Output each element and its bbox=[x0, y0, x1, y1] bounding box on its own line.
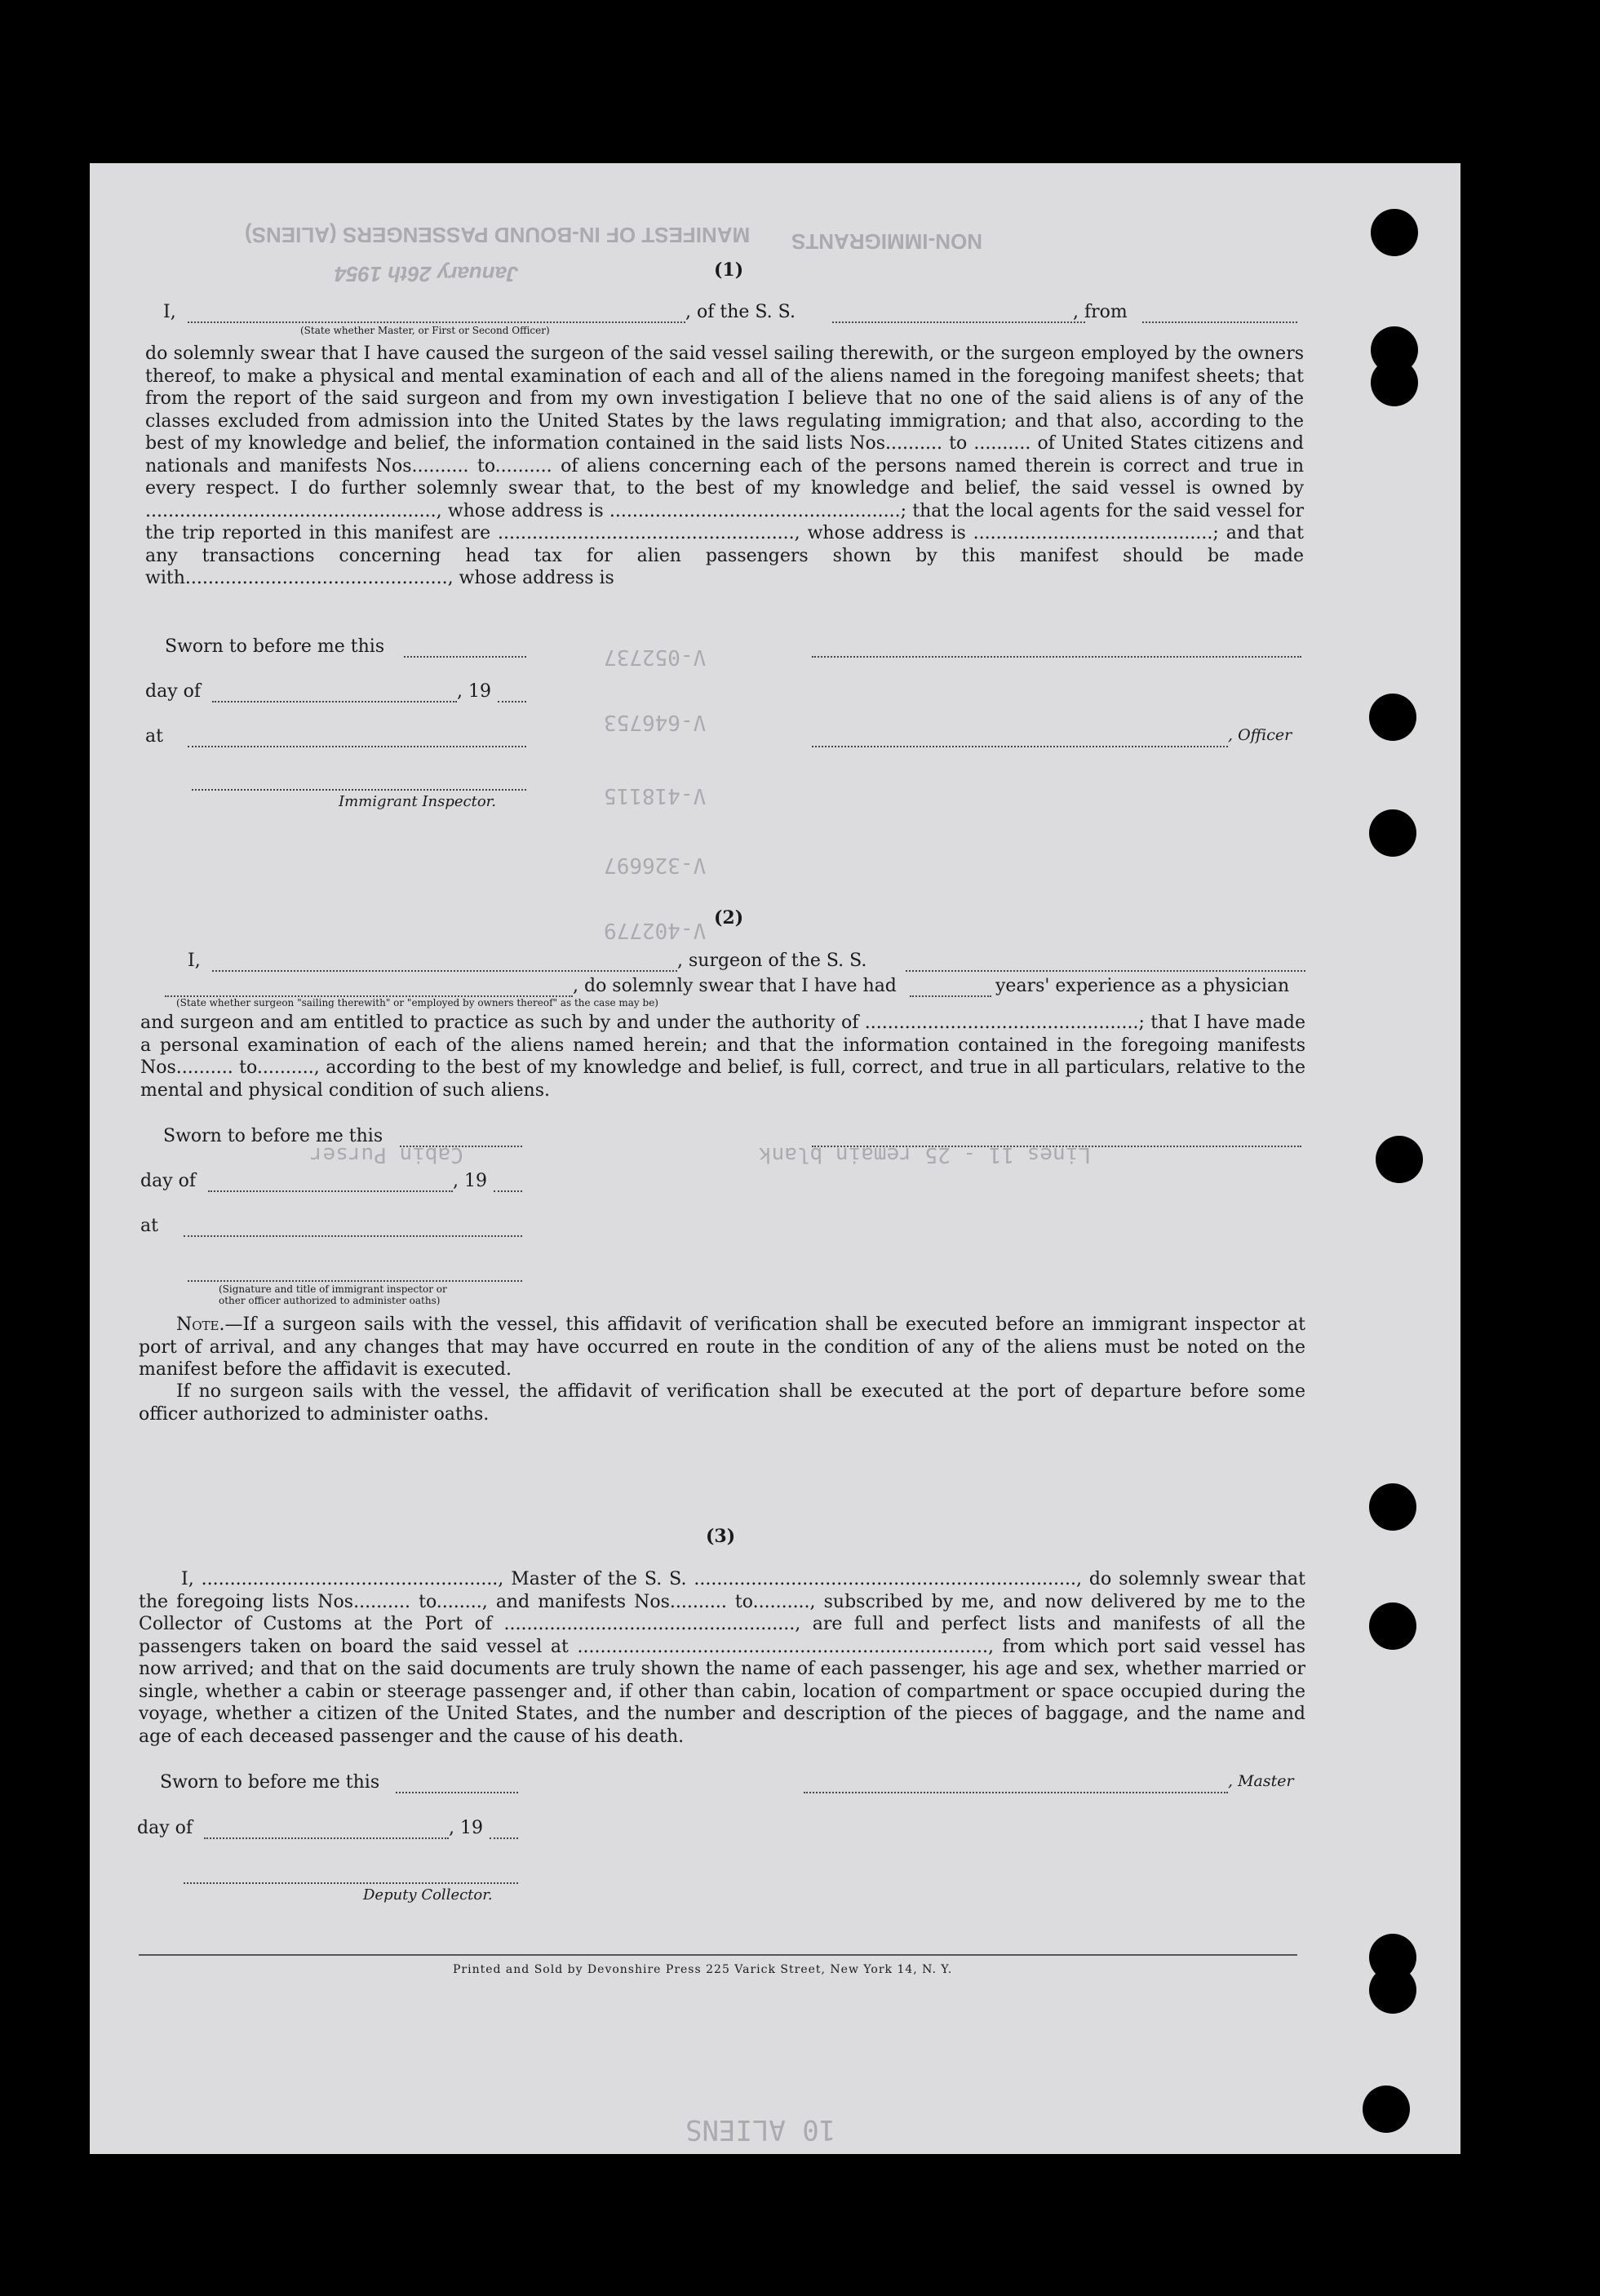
sec1-officer-field[interactable] bbox=[812, 744, 1228, 747]
ghost-visa-5: V-402779 bbox=[604, 918, 707, 942]
sec3-year-field[interactable] bbox=[490, 1836, 518, 1839]
sec3-day-label: day of bbox=[137, 1818, 193, 1838]
sec1-line1-ss: , of the S. S. bbox=[685, 302, 796, 322]
note-paragraph-1 bbox=[139, 1314, 1305, 1381]
punch-hole bbox=[1376, 1136, 1423, 1183]
sec2-officer-sig-field[interactable] bbox=[188, 1279, 522, 1282]
sec1-name-field[interactable] bbox=[188, 320, 685, 323]
footer-printer: Printed and Sold by Devonshire Press 225 Varick Street, New York 14, N. Y. bbox=[453, 1963, 953, 1976]
sec1-nineteen: , 19 bbox=[457, 681, 491, 702]
sec2-paragraph: and surgeon and am entitled to practice as such by and under the authority of ................................................; that I have made a personal examination of each of the aliens named herein; and that the information contained in the foregoing manifests Nos.......... to.........., according to the best of my knowledge and belief, is full, correct, and true in all particulars, relative to the mental and physical condition of such aliens. bbox=[140, 1013, 1305, 1101]
sec1-day-label: day of bbox=[145, 681, 202, 702]
sec1-line1-i: I, bbox=[163, 302, 176, 322]
sec1-at-label: at bbox=[145, 726, 163, 747]
sec3-nineteen: , 19 bbox=[449, 1818, 483, 1838]
sec3-sworn-label: Sworn to before me this bbox=[160, 1772, 380, 1793]
section-2-number: (2) bbox=[714, 907, 744, 929]
sec3-master-label: , Master bbox=[1228, 1772, 1294, 1790]
sec2-line1-i: I, bbox=[188, 951, 201, 971]
sec3-sworn-field[interactable] bbox=[396, 1790, 518, 1793]
ghost-visa-2: V-646753 bbox=[604, 710, 707, 734]
punch-hole bbox=[1369, 1483, 1416, 1531]
sec3-paragraph: I, ...................................................., Master of the S. S. ..................................................................., do solemnly swear that the foregoing lists Nos.......... to........, and manifests Nos.......... to.........., subscribed by me, and now delivered by me to the Collector of Customs at the Port of ..................................................., are full and perfect lists and manifests of all the passengers taken on board the said vessel at ........................................................................, from which port said vessel has now arrived; and that on the said documents are truly shown the name of each passenger, his age and sex, whether married or single, whether a cabin or steerage passenger and, if other than cabin, location of compartment or space occupied during the voyage, whether a citizen of the United States, and the number and description of the pieces of baggage, and the name and age of each deceased passenger and the cause of his death. bbox=[139, 1569, 1305, 1747]
punch-hole bbox=[1369, 1966, 1416, 2014]
ghost-header-title: MANIFEST OF IN-BOUND PASSENGERS (ALIENS) bbox=[245, 223, 751, 247]
sec2-year-field[interactable] bbox=[494, 1189, 522, 1192]
punch-hole bbox=[1371, 359, 1418, 406]
sec1-sig-field[interactable] bbox=[812, 654, 1301, 658]
note-paragraph-2: If no surgeon sails with the vessel, the affidavit of verification shall be executed at the port of departure before some officer authorized to administer oaths. bbox=[139, 1381, 1305, 1425]
punch-hole bbox=[1371, 209, 1418, 256]
sec2-sig-label-1: (Signature and title of immigrant inspector or bbox=[219, 1283, 447, 1295]
sec1-at-field[interactable] bbox=[188, 744, 526, 747]
sec2-years-field[interactable] bbox=[910, 994, 991, 997]
footer-rule bbox=[139, 1954, 1297, 1956]
ghost-visa-3: V-418115 bbox=[604, 783, 707, 808]
sec2-vessel-field[interactable] bbox=[906, 968, 1305, 972]
section-1-number: (1) bbox=[714, 259, 744, 281]
sec2-nineteen: , 19 bbox=[453, 1171, 487, 1191]
sec2-at-field[interactable] bbox=[184, 1234, 522, 1237]
sec1-vessel-field[interactable] bbox=[832, 320, 1085, 323]
sec3-day-field[interactable] bbox=[204, 1836, 449, 1839]
sec1-line1-from: , from bbox=[1073, 302, 1128, 322]
sec3-deputy-label: Deputy Collector. bbox=[363, 1886, 493, 1904]
sec2-sworn-label: Sworn to before me this bbox=[163, 1126, 383, 1146]
ghost-header-date: January 26th 1954 bbox=[335, 262, 519, 286]
sec1-subnote: (State whether Master, or First or Second Officer) bbox=[300, 325, 550, 336]
sec1-officer-label: , Officer bbox=[1228, 726, 1292, 744]
ghost-visa-4: V-326697 bbox=[604, 853, 707, 877]
ghost-header-class: NON-IMMIGRANTS bbox=[791, 229, 982, 254]
note-text-1: —If a surgeon sails with the vessel, this affidavit of verification shall be executed before an immigrant inspector at port of arrival, and any changes that may have occurred en route in the condition of any of the aliens must be noted on the manifest before the affidavit is executed. bbox=[139, 1314, 1305, 1380]
ghost-visa-1: V-052737 bbox=[604, 645, 707, 669]
sec3-master-sig-field[interactable] bbox=[804, 1790, 1228, 1793]
sec2-line2-swear: , do solemnly swear that I have had bbox=[573, 976, 897, 996]
sec2-line1-ss: , surgeon of the S. S. bbox=[677, 951, 867, 971]
sec1-year-field[interactable] bbox=[498, 699, 526, 703]
ghost-aliens-count: 10 ALIENS bbox=[685, 2113, 836, 2146]
section-3-number: (3) bbox=[706, 1526, 736, 1547]
punch-hole bbox=[1369, 694, 1416, 741]
sec2-sworn-field[interactable] bbox=[400, 1144, 522, 1147]
punch-hole bbox=[1369, 809, 1416, 857]
sec1-sworn-label: Sworn to before me this bbox=[165, 636, 385, 657]
sec1-from-field[interactable] bbox=[1142, 320, 1297, 323]
ghost-lines-note: Lines 11 - 25 remain blank bbox=[759, 1142, 1091, 1167]
sec2-day-field[interactable] bbox=[208, 1189, 453, 1192]
note-label: Note. bbox=[176, 1314, 225, 1335]
sec2-name-field[interactable] bbox=[212, 968, 677, 972]
punch-hole bbox=[1369, 1602, 1416, 1650]
sec1-inspector-sig-field[interactable] bbox=[192, 787, 526, 791]
sec2-line2-exp: years' experience as a physician bbox=[995, 976, 1290, 996]
sec1-day-field[interactable] bbox=[212, 699, 457, 703]
sec2-sig-label-2: other officer authorized to administer oaths) bbox=[219, 1295, 441, 1306]
sec2-at-label: at bbox=[140, 1216, 158, 1236]
sec3-deputy-sig-field[interactable] bbox=[184, 1881, 518, 1884]
sec2-subnote: (State whether surgeon "sailing therewith" or "employed by owners thereof" as the case may be) bbox=[176, 997, 658, 1008]
sec1-sworn-field[interactable] bbox=[404, 654, 526, 658]
sec2-sig-field[interactable] bbox=[812, 1144, 1301, 1147]
sec2-day-label: day of bbox=[140, 1171, 197, 1191]
manifest-page bbox=[90, 163, 1460, 2154]
ghost-cabin-purser: Cabin Purser bbox=[310, 1142, 463, 1167]
punch-hole bbox=[1363, 2085, 1410, 2133]
sec1-inspector-label: Immigrant Inspector. bbox=[339, 793, 497, 810]
sec1-paragraph: do solemnly swear that I have caused the surgeon of the said vessel sailing therewith, or the surgeon employed by the owners thereof, to make a physical and mental examination of each and all of the aliens named in the foregoing manifest sheets; that from the report of the said surgeon and from my own investigation I believe that no one of the said aliens is of any of the classes excluded from admission into the United States by the laws regulating immigration; and that also, according to the best of my knowledge and belief, the information contained in the said lists Nos.......... to .......... of United States citizens and nationals and manifests Nos.......... to.......... of aliens concerning each of the persons named therein is correct and true in every respect. I do further solemnly swear that, to the best of my knowledge and belief, the said vessel is owned by ..................................................., whose address is ...................................................; that the local agents for the said vessel for the trip reported in this manifest are ...................................................., whose address is ..........................................; and that any transactions concerning head tax for alien passengers shown by this manifest should be made with.............................................., whose address is bbox=[145, 344, 1304, 588]
